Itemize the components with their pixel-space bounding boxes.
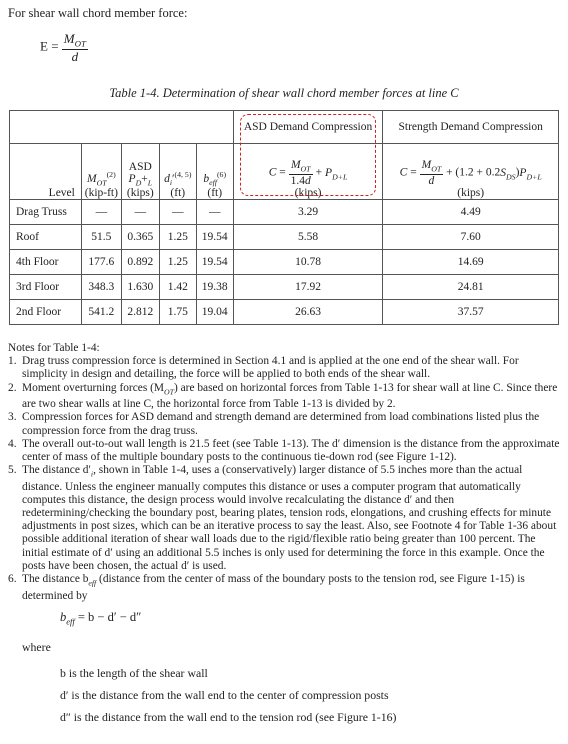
table-row: Roof 51.5 0.365 1.25 19.54 5.58 7.60: [10, 225, 559, 250]
where-label: where: [22, 640, 51, 654]
col-d: $d_i'^{(4, 5)}$ (ft): [159, 144, 196, 200]
beff-equation: $b_{eff} = b - d' - d''$: [60, 610, 142, 627]
note-5: 5. The distance $d'_i$, shown in Table 1-4, uses a (conservatively) larger distance of 5.5 inches more than the actual distance. Unless the engineer manually computes this distance or uses a computer program that automatically computes this distance, the design process would involve recalculating the distance d′ and then redetermining/checking the boundary post, bearing plates, tension rods, elongations, and crushing effects for minute adjustments in post sizes, which can be an iterative process to say the least. Also, see Footnote 4 for Table 1-36 about possible additional iteration of shear wall loads due to the rigid/flexible ratio being greater than 100 percent. The initial estimate of d′ using an additional 5.5 inches is only used for determining the force in this example. Once the posts have been chosen, the actual d′ is used.: [8, 464, 557, 572]
notes-section: [8, 342, 560, 603]
col-mot: $M_{OT}^{(2)}$ (kip-ft): [81, 144, 121, 200]
table-caption: Table 1-4. Determination of shear wall chord member forces at line C: [109, 86, 459, 100]
strength-header: Strength Demand Compression: [383, 111, 559, 144]
table-row: 4th Floor 177.6 0.892 1.25 19.54 10.78 14.69: [10, 250, 559, 275]
note-2: 2. Moment overturning forces $(M_{OT})$ are based on horizontal forces from Table 1-13 for shear wall at line C. Since there are two shear walls at line C, the horizontal force from Table 1-13 is divided by 2.: [8, 381, 558, 411]
col-strength-formula: C = $\frac{M_{OT}}{d}$ + $(1.2 + 0.2S_{DS})P_{D+L}$ (kips): [383, 144, 559, 200]
table-row: 2nd Floor 541.2 2.812 1.75 19.04 26.63 37.57: [10, 300, 559, 325]
asd-header: ASD Demand Compression: [233, 111, 383, 144]
equation-e: E = $\frac{M_{OT}}{d}$: [40, 31, 86, 64]
notes-title: Notes for Table 1-4:: [8, 342, 100, 354]
intro-text: For shear wall chord member force:: [8, 6, 188, 20]
note-4: 4. The overall out-to-out wall length is 21.5 feet (see Table 1-13). The d′ dimension is the distance from the approximate center of mass of the multiple boundary posts to the continuous tie-down rod (see Figure 1-12).: [8, 437, 560, 463]
col-asd-formula: C = $\frac{M_{OT}}{1.4d}$ + $P_{D+L}$ (kips): [233, 144, 383, 200]
col-level: Level: [10, 144, 82, 200]
definition-b: b is the length of the shear wall: [60, 666, 208, 680]
table-row: Drag Truss — — — — 3.29 4.49: [10, 200, 559, 225]
note-6: 6. The distance $b_{eff}$ (distance from the center of mass of the boundary posts to the tension rod, see Figure 1-15) is determined by: [8, 573, 525, 602]
definition-d-prime: d′ is the distance from the wall end to the center of compression posts: [60, 688, 389, 702]
definition-d-double-prime: d″ is the distance from the wall end to the tension rod (see Figure 1-16): [60, 710, 397, 724]
col-pdl: ASD $P_D+_L$ (kips): [121, 144, 159, 200]
note-3: 3. Compression forces for ASD demand and strength demand are determined from load combinations listed plus the compression force from the drag truss.: [8, 411, 540, 437]
chord-force-table: [9, 110, 559, 325]
col-beff: $b_{eff}^{(6)}$ (ft): [196, 144, 233, 200]
note-1: 1. Drag truss compression force is determined in Section 4.1 and is applied at the one end of the shear wall. For simplicity in design and detailing, the force will be applied to both ends of the shear wall.: [8, 355, 519, 381]
table-row: 3rd Floor 348.3 1.630 1.42 19.38 17.92 24.81: [10, 275, 559, 300]
highlight-box: [240, 114, 377, 196]
